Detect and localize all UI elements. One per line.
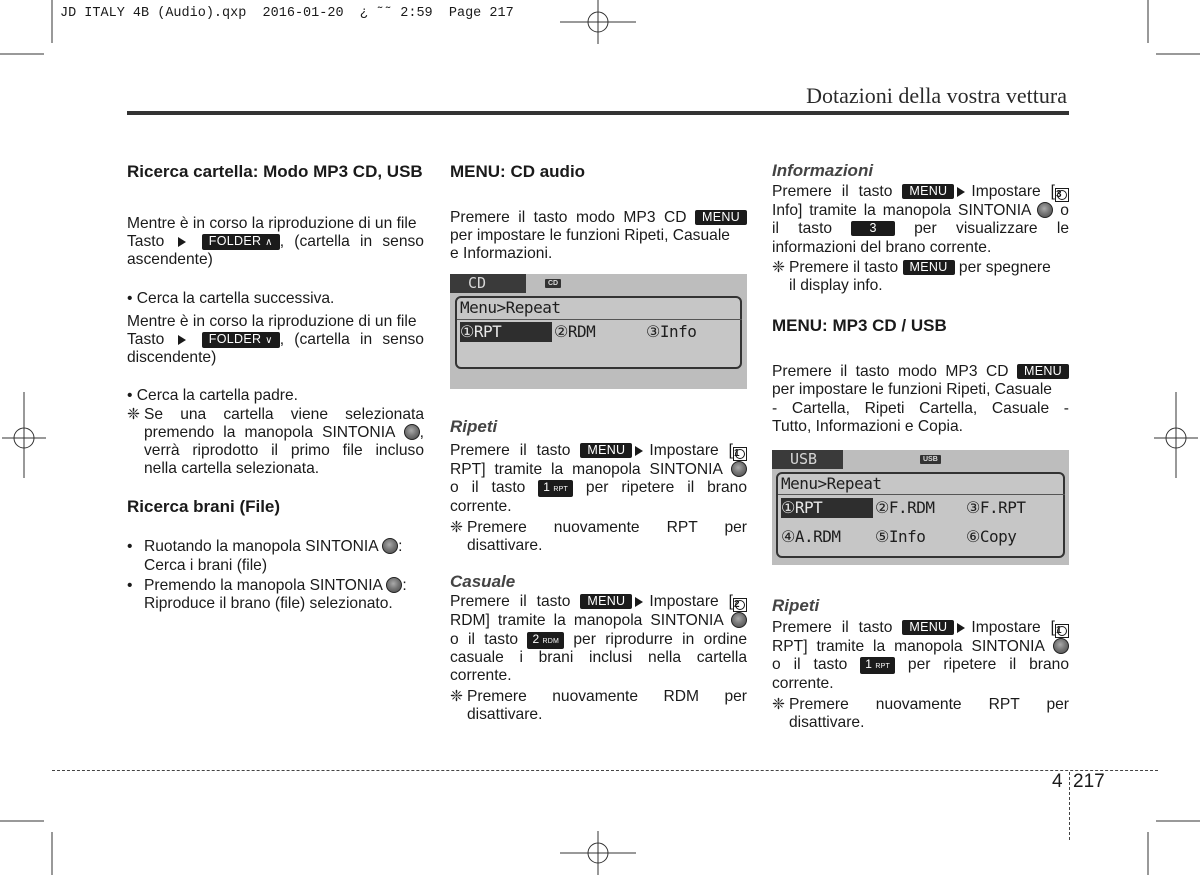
header-rule <box>127 111 1069 115</box>
page-number: 217 <box>1073 771 1105 792</box>
menu-button: MENU <box>580 443 632 458</box>
note-info-off: ❈ Premere il tasto MENU per spegnere il display info. <box>772 258 1051 295</box>
tuning-knob-icon <box>386 577 402 593</box>
print-slug: JD ITALY 4B (Audio).qxp 2016-01-20 ¿ ˜˜ 2:59 Page 217 <box>60 6 514 21</box>
menu-button: MENU <box>903 260 955 275</box>
menu-button: MENU <box>902 184 954 199</box>
folder-down-text: Mentre è in corso la riproduzione di un file Tasto FOLDER ∨ , (cartella in senso discendente) <box>127 312 424 367</box>
lcd-path: Menu>Repeat <box>460 298 561 317</box>
cd-badge: CD <box>545 279 561 288</box>
subsection-casuale: Casuale <box>450 572 516 592</box>
rdm-key-button: 2 RDM <box>527 632 564 649</box>
right-triangle-icon <box>635 597 643 607</box>
lcd-item-rpt: ①RPT <box>460 322 552 342</box>
rpt-key-button: 1 RPT <box>538 480 573 497</box>
lcd-item-rdm: ②RDM <box>554 322 596 341</box>
chevron-up-icon: ∧ <box>265 237 273 249</box>
cd-intro: Premere il tasto modo MP3 CD MENU per impostare le funzioni Ripeti, Casuale e Informazioni. <box>450 209 747 264</box>
bullet-parent-folder: • Cerca la cartella padre. <box>127 387 299 405</box>
note-rpt-usb: ❈ Premere nuovamente RPT per disattivare. <box>772 695 1069 732</box>
column-3: Informazioni Premere il tasto MENU Impostare [3 Info] tramite la manopola SINTONIA o il tasto 3 per visualizzare le informazioni del brano corrente. ❈ Premere il tasto MENU per spegnere il display info. MENU: MP3 CD / USB Premere il tasto modo MP3 CD MENU per impostare le funzioni Ripeti, Casuale - Cartella, Ripeti Cartella, Casuale - Tutto, Informazioni e Copia. <box>772 161 1069 435</box>
note-rpt: ❈ Premere nuovamente RPT per disattivare. <box>450 518 747 555</box>
right-triangle-icon <box>178 237 186 247</box>
usb-display-screenshot <box>772 450 1069 565</box>
lcd-mode: CD <box>450 274 526 293</box>
chevron-down-icon: ∨ <box>265 335 273 347</box>
tuning-knob-icon <box>731 612 747 628</box>
subsection-informazioni: Informazioni <box>772 161 874 180</box>
asterisk-bullet-icon: ❈ <box>450 518 464 536</box>
note-rdm: ❈ Premere nuovamente RDM per disattivare. <box>450 688 747 724</box>
right-triangle-icon <box>957 187 965 197</box>
section-heading-track-search: Ricerca brani (File) <box>127 497 281 517</box>
number-1-icon: 1 <box>1055 624 1069 638</box>
lcd-path: Menu>Repeat <box>781 474 882 493</box>
running-header: Dotazioni della vostra vettura <box>806 83 1067 108</box>
number-3-icon: 3 <box>1055 188 1069 202</box>
list-item: • Ruotando la manopola SINTONIA : Cerca i brani (file) <box>127 538 403 574</box>
footer-dashed-divider <box>1069 772 1070 840</box>
lcd-item-copy: ⑥Copy <box>966 527 1017 546</box>
lcd-item-frdm: ②F.RDM <box>875 498 935 517</box>
section-heading-mp3-usb-menu: MENU: MP3 CD / USB <box>772 316 947 336</box>
lcd-item-ardm: ④A.RDM <box>781 527 841 546</box>
note-folder-select: ❈ Se una cartella viene selezionata premendo la manopola SINTONIA , verrà riprodotto il primo file incluso nella cartella selezionata. <box>127 405 424 478</box>
lcd-item-frpt: ③F.RPT <box>966 498 1026 517</box>
lcd-item-rpt: ①RPT <box>781 498 873 518</box>
tuning-knob-icon <box>731 461 747 477</box>
section-heading-cd-menu: MENU: CD audio <box>450 162 586 181</box>
column-2-lower: Ripeti Premere il tasto MENU Impostare [1 RPT] tramite la manopola SINTONIA o il tasto 1 RPT per ripetere il brano corrente. ❈ Premere nuovamente RPT per disattivare. Casuale Premere il tasto MENU Impostare [2 RDM] tramite la manopola SINTONIA o il tasto 2 RDM per riprodurre in ordine casuale i brani inclusi nella cartella corrente. ❈ Premere nuovamente RDM per disattivare. <box>450 417 747 724</box>
usb-badge: USB <box>920 455 941 464</box>
lcd-item-info: ⑤Info <box>875 527 926 546</box>
folder-up-text: Mentre è in corso la riproduzione di un file Tasto FOLDER ∧ , (cartella in senso ascendente) <box>127 215 424 269</box>
column-3-lower: Ripeti Premere il tasto MENU Impostare [1 RPT] tramite la manopola SINTONIA o il tasto 1 RPT per ripetere il brano corrente. ❈ Premere nuovamente RPT per disattivare. <box>772 596 1069 732</box>
tuning-knob-icon <box>382 538 398 554</box>
bullet-next-folder: • Cerca la cartella successiva. <box>127 289 335 307</box>
asterisk-bullet-icon: ❈ <box>772 258 786 276</box>
key-3-button: 3 <box>851 221 894 236</box>
right-triangle-icon <box>957 623 965 633</box>
tuning-knob-icon <box>404 424 420 440</box>
asterisk-bullet-icon: ❈ <box>450 688 464 706</box>
right-triangle-icon <box>178 335 186 345</box>
menu-button: MENU <box>1017 364 1069 379</box>
tuning-knob-icon <box>1037 202 1053 218</box>
lcd-mode: USB <box>772 450 843 469</box>
column-1 <box>127 162 424 613</box>
chapter-number: 4 <box>1052 771 1063 792</box>
folder-up-button: FOLDER ∧ <box>202 234 280 250</box>
folder-down-button: FOLDER ∨ <box>202 332 280 348</box>
number-2-icon: 2 <box>733 598 747 612</box>
list-item: • Premendo la manopola SINTONIA : Riproduce il brano (file) selezionato. <box>127 576 407 613</box>
subsection-ripeti: Ripeti <box>450 417 498 436</box>
number-1-icon: 1 <box>733 447 747 461</box>
column-2 <box>450 162 747 264</box>
section-heading-folder-search: Ricerca cartella: Modo MP3 CD, USB <box>127 162 423 181</box>
right-triangle-icon <box>635 446 643 456</box>
lcd-item-info: ③Info <box>646 322 697 341</box>
asterisk-bullet-icon: ❈ <box>772 695 786 713</box>
cd-display-screenshot <box>450 274 747 389</box>
tuning-knob-icon <box>1053 638 1069 654</box>
rpt-key-button: 1 RPT <box>860 657 895 674</box>
asterisk-bullet-icon: ❈ <box>127 405 141 423</box>
footer-dashed-rule <box>52 770 1158 771</box>
menu-button: MENU <box>580 594 632 609</box>
menu-button: MENU <box>902 620 954 635</box>
subsection-ripeti-usb: Ripeti <box>772 596 820 615</box>
menu-button: MENU <box>695 210 747 225</box>
